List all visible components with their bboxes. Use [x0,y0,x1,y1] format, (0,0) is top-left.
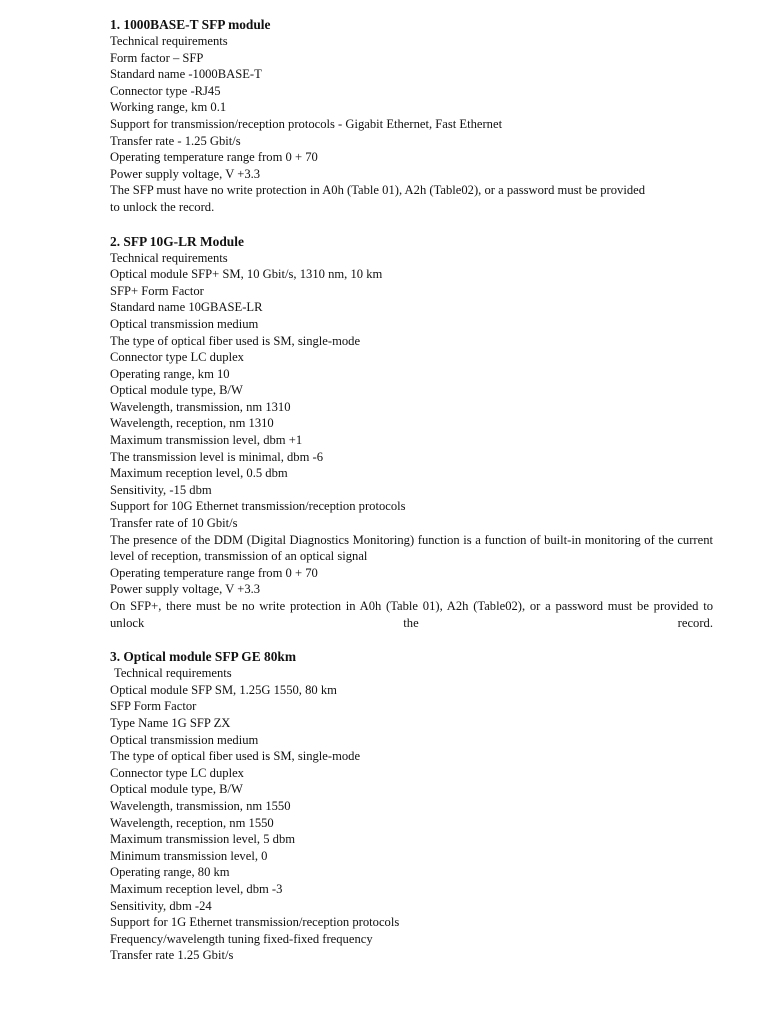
text-line: The type of optical fiber used is SM, single-mode [110,749,361,764]
text-line: Power supply voltage, V +3.3 [110,166,261,181]
section-title: 3. Optical module SFP GE 80km [110,649,296,665]
text-line: Maximum transmission level, 5 dbm [110,832,296,847]
text-line: Frequency/wavelength tuning fixed-fixed frequency [110,931,373,946]
text-line: Standard name 10GBASE-LR [110,300,263,315]
section-sfp-ge-80km [110,648,713,964]
text-line: Connector type -RJ45 [110,83,221,98]
text-line: Wavelength, reception, nm 1550 [110,815,274,830]
text-paragraph: The SFP must have no write protection in A0h (Table 01), A2h (Table02), or a password must be provided [110,183,646,198]
text-line: Support for 1G Ethernet transmission/reception protocols [110,915,400,930]
text-line: Optical module SFP SM, 1.25G 1550, 80 km [110,682,337,697]
text-line: Optical transmission medium [110,316,259,331]
section-sfp-10g-lr [110,233,713,632]
text-line: Support for 10G Ethernet transmission/reception protocols [110,499,406,514]
text-line: Maximum transmission level, dbm +1 [110,433,303,448]
text-line: Optical module SFP+ SM, 10 Gbit/s, 1310 nm, 10 km [110,267,383,282]
document-page [110,16,713,981]
text-line: Connector type LC duplex [110,350,244,365]
text-line: Wavelength, transmission, nm 1550 [110,798,291,813]
text-line: Working range, km 0.1 [110,100,227,115]
text-line: The type of optical fiber used is SM, single-mode [110,333,361,348]
text-line: Technical requirements [110,250,228,265]
text-line: Sensitivity, dbm -24 [110,898,212,913]
text-line: to unlock the record. [110,199,215,214]
text-line: Wavelength, reception, nm 1310 [110,416,274,431]
text-line: Transfer rate 1.25 Gbit/s [110,948,234,963]
text-line: Sensitivity, -15 dbm [110,482,212,497]
section-1000base-t [110,16,713,216]
text-line: Form factor – SFP [110,50,204,65]
text-line: Technical requirements [110,34,228,48]
text-line: Transfer rate - 1.25 Gbit/s [110,133,241,148]
text-paragraph: The presence of the DDM (Digital Diagnostics Monitoring) function is a function of built-in monitoring of the current level of reception, transmission of an optical signal [110,532,713,564]
text-line: The transmission level is minimal, dbm -6 [110,449,324,464]
text-line: Optical module type, B/W [110,383,243,398]
text-line: Operating range, km 10 [110,366,230,381]
text-line: Optical module type, B/W [110,782,243,797]
text-paragraph: On SFP+, there must be no write protection in A0h (Table 01), A2h (Table02), or a password must be provided to unlock the record. [110,599,713,630]
text-line: SFP Form Factor [110,699,197,714]
text-line: Transfer rate of 10 Gbit/s [110,516,238,531]
section-title: 2. SFP 10G-LR Module [110,233,244,249]
text-line: Maximum reception level, dbm -3 [110,881,283,896]
text-line: Operating temperature range from 0 + 70 [110,150,318,165]
text-line: Support for transmission/reception protocols - Gigabit Ethernet, Fast Ethernet [110,116,503,131]
text-line: Technical requirements [114,666,232,681]
text-line: Operating temperature range from 0 + 70 [110,565,318,580]
text-line: SFP+ Form Factor [110,283,204,298]
text-line: Operating range, 80 km [110,865,230,880]
text-line: Maximum reception level, 0.5 dbm [110,466,288,481]
text-line: Power supply voltage, V +3.3 [110,582,261,597]
text-line: Minimum transmission level, 0 [110,848,268,863]
text-line: Connector type LC duplex [110,765,244,780]
text-line: Standard name -1000BASE-T [110,67,262,82]
text-line: Type Name 1G SFP ZX [110,715,231,730]
text-line: Wavelength, transmission, nm 1310 [110,399,291,414]
section-title: 1. 1000BASE-T SFP module [110,17,271,32]
text-line: Optical transmission medium [110,732,259,747]
